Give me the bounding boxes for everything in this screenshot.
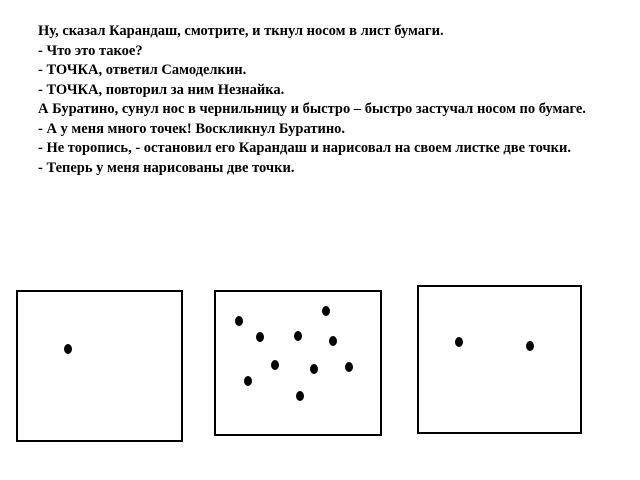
story-line: - Что это такое? <box>38 42 143 59</box>
ink-dot <box>329 336 337 346</box>
two-dots-sheet <box>417 285 582 434</box>
story-line: - ТОЧКА, ответил Самоделкин. <box>38 62 247 78</box>
ink-dot <box>294 331 302 341</box>
story-line: А Буратино, сунул нос в чернильницу и быстро – быстро застучал носом по бумаге. <box>38 101 586 117</box>
ink-dot <box>244 376 252 386</box>
story-line: - А у меня много точек! Воскликнул Буратино. <box>38 120 346 137</box>
ink-dot <box>64 344 72 354</box>
one-dot-sheet <box>16 290 183 442</box>
ink-dot <box>455 337 463 347</box>
ink-dot <box>322 306 330 316</box>
story-line: - ТОЧКА, повторил за ним Незнайка. <box>38 81 285 98</box>
story-line: Ну, сказал Карандаш, смотрите, и ткнул носом в лист бумаги. <box>38 23 444 39</box>
story-line: - Не торопись, - остановил его Карандаш и нарисовал на своем листке две точки. <box>38 140 571 156</box>
story-line: - Теперь у меня нарисованы две точки. <box>38 159 295 176</box>
story-text <box>38 22 598 178</box>
ink-dot <box>235 316 243 326</box>
ink-dot <box>310 364 318 374</box>
ink-dot <box>526 341 534 351</box>
ink-dot <box>256 332 264 342</box>
ink-dot <box>271 360 279 370</box>
ink-dot <box>345 362 353 372</box>
ink-dot <box>296 391 304 401</box>
many-dots-sheet <box>214 290 382 436</box>
